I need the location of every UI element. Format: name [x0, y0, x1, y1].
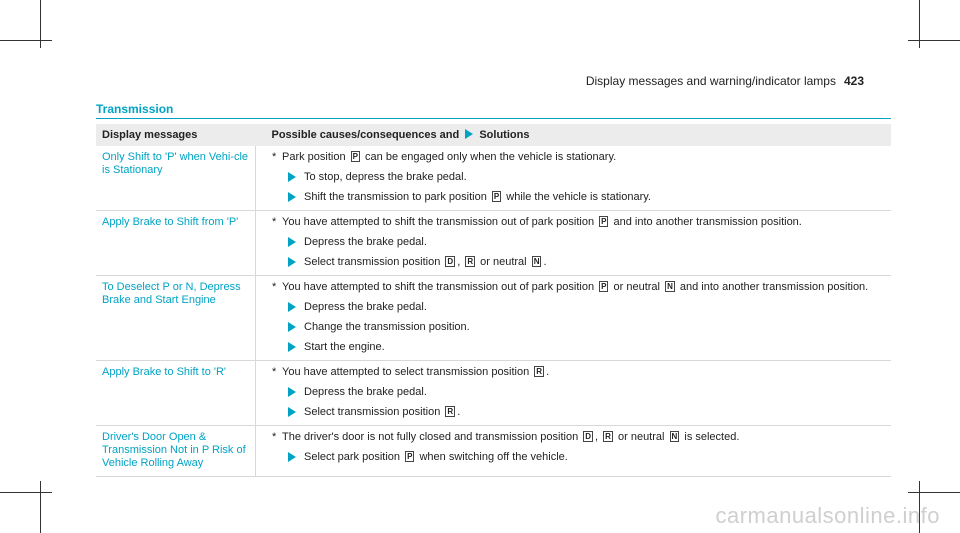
gear-p-icon: P — [352, 152, 358, 161]
gear-p-icon: P — [601, 217, 607, 226]
cause-text: * You have attempted to shift the transmission out of park position P and into another transmission position. — [272, 216, 885, 229]
table-header-row — [96, 124, 891, 146]
display-message: To Deselect P or N, Depress Brake and Start Engine — [96, 276, 256, 361]
table-row — [96, 276, 891, 361]
crop-mark — [40, 481, 41, 533]
gear-r-icon: R — [467, 257, 474, 266]
step-arrow-icon — [288, 342, 296, 352]
cause-text: * The driver's door is not fully closed and transmission position D , R or neutral N is selected. — [272, 431, 885, 444]
section-rule — [96, 118, 891, 119]
table-row — [96, 146, 891, 211]
solution-step: To stop, depress the brake pedal. — [272, 171, 885, 184]
gear-n-icon: N — [671, 432, 678, 441]
cause-cell — [256, 361, 892, 426]
solution-step: Change the transmission position. — [272, 321, 885, 334]
crop-mark — [0, 492, 52, 493]
gear-r-icon: R — [536, 367, 543, 376]
section-name: Display messages and warning/indicator lamps — [585, 74, 836, 88]
solution-step: Shift the transmission to park position P while the vehicle is stationary. — [272, 191, 885, 204]
cause-text: * You have attempted to shift the transmission out of park position P or neutral N and into another transmission position. — [272, 281, 885, 294]
cause-cell — [256, 276, 892, 361]
solution-step: Select transmission position R . — [272, 406, 885, 419]
table-row — [96, 361, 891, 426]
step-arrow-icon — [288, 407, 296, 417]
gear-p-icon: P — [407, 452, 413, 461]
solution-step: Depress the brake pedal. — [272, 236, 885, 249]
col-header-causes — [256, 124, 892, 146]
table-row — [96, 211, 891, 276]
step-arrow-icon — [288, 172, 296, 182]
cause-cell — [256, 426, 892, 477]
step-arrow-icon — [288, 452, 296, 462]
gear-r-icon: R — [447, 407, 454, 416]
step-arrow-icon — [288, 257, 296, 267]
solution-step: Start the engine. — [272, 341, 885, 354]
messages-table — [96, 124, 891, 477]
gear-r-icon: R — [605, 432, 611, 441]
col-header-messages: Display messages — [96, 124, 256, 146]
crop-mark — [908, 492, 960, 493]
table-body — [96, 146, 891, 477]
cause-text: * You have attempted to select transmission position R . — [272, 366, 885, 379]
solution-step: Depress the brake pedal. — [272, 301, 885, 314]
col-header-solutions-label: Solutions — [479, 128, 530, 141]
gear-p-icon: P — [601, 282, 607, 291]
solution-step: Select park position P when switching off the vehicle. — [272, 451, 885, 464]
display-message: Driver's Door Open & Transmission Not in P Risk of Vehicle Rolling Away — [96, 426, 256, 477]
running-header — [586, 74, 864, 88]
cause-cell — [256, 146, 892, 211]
gear-p-icon: P — [493, 192, 500, 201]
step-arrow-icon — [288, 302, 296, 312]
display-message: Only Shift to 'P' when Vehi-cle is Stationary — [96, 146, 256, 211]
display-message: Apply Brake to Shift from 'P' — [96, 211, 256, 276]
col-header-causes-label: Possible causes/consequences and — [271, 128, 460, 141]
step-arrow-icon — [288, 192, 296, 202]
section-title: Transmission — [96, 102, 174, 116]
solution-step: Depress the brake pedal. — [272, 386, 885, 399]
gear-n-icon: N — [533, 257, 540, 266]
solution-arrow-icon — [465, 129, 473, 139]
gear-d-icon: D — [447, 257, 454, 266]
cause-text: * Park position P can be engaged only when the vehicle is stationary. — [272, 151, 885, 164]
table-row — [96, 426, 891, 477]
solution-step: Select transmission position D , R or neutral N . — [272, 256, 885, 269]
step-arrow-icon — [288, 237, 296, 247]
page-number: 423 — [843, 74, 864, 88]
crop-mark — [908, 40, 960, 41]
display-message: Apply Brake to Shift to 'R' — [96, 361, 256, 426]
crop-mark — [0, 40, 52, 41]
gear-d-icon: D — [585, 432, 592, 441]
gear-n-icon: N — [667, 282, 673, 291]
watermark: carmanualsonline.info — [715, 503, 940, 528]
step-arrow-icon — [288, 322, 296, 332]
cause-cell — [256, 211, 892, 276]
step-arrow-icon — [288, 387, 296, 397]
